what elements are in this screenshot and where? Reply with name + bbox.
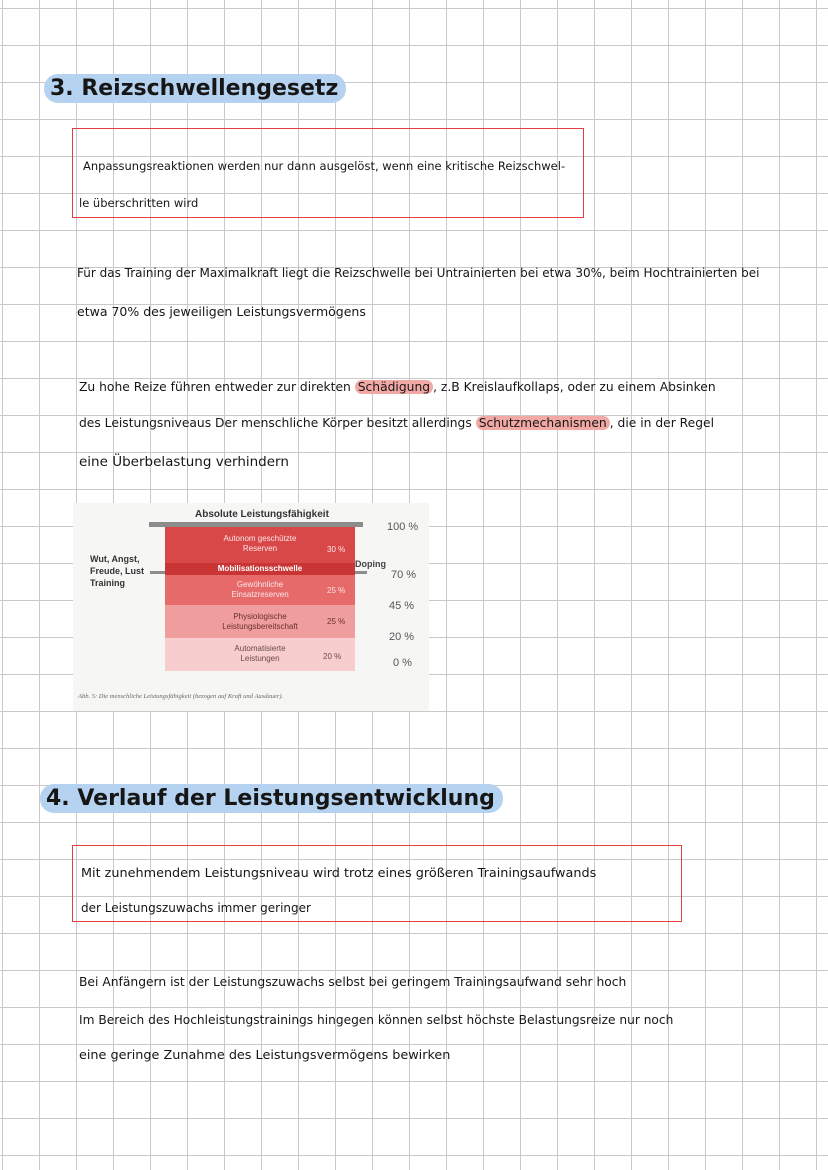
text-segment: Zu hohe Reize führen entweder zur direkten xyxy=(79,380,351,394)
figure-caption: Abb. 5: Die menschliche Leistungsfähigkeit (bezogen auf Kraft und Ausdauer). xyxy=(78,693,284,700)
paragraph-maximalkraft xyxy=(77,266,817,326)
band-label-line: Reserven xyxy=(242,544,278,553)
definition-line-2: der Leistungszuwachs immer geringer xyxy=(81,901,311,915)
paragraph-line: Im Bereich des Hochleistungstrainings hingegen können selbst höchste Belastungsreize nur noch xyxy=(79,1013,674,1027)
band-percent: 25 % xyxy=(327,586,346,595)
band-label-line: Gewöhnliche xyxy=(236,580,284,589)
band-leistungsbereitschaft xyxy=(165,605,355,638)
band-autonom-reserven xyxy=(165,527,355,563)
doping-label: Doping xyxy=(355,559,386,569)
band-label-line: Leistungen xyxy=(240,654,280,663)
highlight-schaedigung: Schädigung xyxy=(355,380,433,394)
section-4-heading: 4. Verlauf der Leistungsentwicklung xyxy=(40,784,503,813)
text-segment: des Leistungsniveaus Der menschliche Körper besitzt allerdings xyxy=(79,416,472,430)
paragraph-line xyxy=(79,416,714,430)
paragraph-line xyxy=(79,380,716,394)
paragraph-line: Bei Anfängern ist der Leistungszuwachs selbst bei geringem Trainingsaufwand sehr hoch xyxy=(79,975,627,989)
band-label: Mobilisationsschwelle xyxy=(217,564,303,573)
band-label-line: Physiologische xyxy=(233,612,287,621)
definition-box-reizschwelle xyxy=(72,128,584,218)
band-label-line: Automatisierte xyxy=(234,644,286,653)
paragraph-reize xyxy=(79,380,819,480)
band-automatisierte-leistungen xyxy=(165,638,355,671)
highlight-schutzmechanismen: Schutzmechanismen xyxy=(476,416,610,430)
band-einsatzreserven xyxy=(165,575,355,605)
paragraph-line: Für das Training der Maximalkraft liegt die Reizschwelle bei Untrainierten bei etwa 30%, beim Hochtrainierten bei xyxy=(77,266,760,280)
paragraph-line: eine geringe Zunahme des Leistungsvermögens bewirken xyxy=(79,1048,451,1063)
paragraph-line: eine Überbelastung verhindern xyxy=(79,454,289,470)
paragraph-leistungszuwachs xyxy=(79,975,819,1075)
band-label-line: Einsatzreserven xyxy=(231,590,289,599)
definition-line-2: le überschritten wird xyxy=(79,196,199,210)
left-label-1: Wut, Angst, xyxy=(90,554,140,564)
band-percent: 30 % xyxy=(327,545,346,554)
left-label-3: Training xyxy=(90,578,126,588)
mobilisation-line-left xyxy=(150,571,165,574)
definition-line-1: Anpassungsreaktionen werden nur dann ausgelöst, wenn eine kritische Reizschwel- xyxy=(83,159,566,173)
band-percent: 25 % xyxy=(327,617,346,626)
band-label-line: Autonom geschützte xyxy=(223,534,297,543)
definition-box-leistungsentwicklung xyxy=(72,845,682,922)
left-label-2: Freude, Lust xyxy=(90,566,145,576)
band-label-line: Leistungsbereitschaft xyxy=(222,622,298,631)
leistungsfaehigkeit-figure xyxy=(73,503,429,711)
scale-0: 0 % xyxy=(393,657,412,669)
band-percent: 20 % xyxy=(323,652,342,661)
mobilisation-line-right xyxy=(355,571,367,574)
band-mobilisationsschwelle xyxy=(165,563,355,575)
text-segment: , z.B Kreislaufkollaps, oder zu einem Absinken xyxy=(433,380,716,394)
figure-title: Absolute Leistungsfähigkeit xyxy=(195,509,329,520)
definition-line-1: Mit zunehmendem Leistungsniveau wird trotz eines größeren Trainingsaufwands xyxy=(81,866,597,881)
scale-45: 45 % xyxy=(389,600,415,612)
scale-70: 70 % xyxy=(391,569,417,581)
scale-20: 20 % xyxy=(389,631,415,643)
text-segment: , die in der Regel xyxy=(609,416,715,430)
section-3-heading: 3. Reizschwellengesetz xyxy=(44,74,346,103)
paragraph-line: etwa 70% des jeweiligen Leistungsvermögens xyxy=(77,304,366,319)
scale-100: 100 % xyxy=(387,521,419,533)
